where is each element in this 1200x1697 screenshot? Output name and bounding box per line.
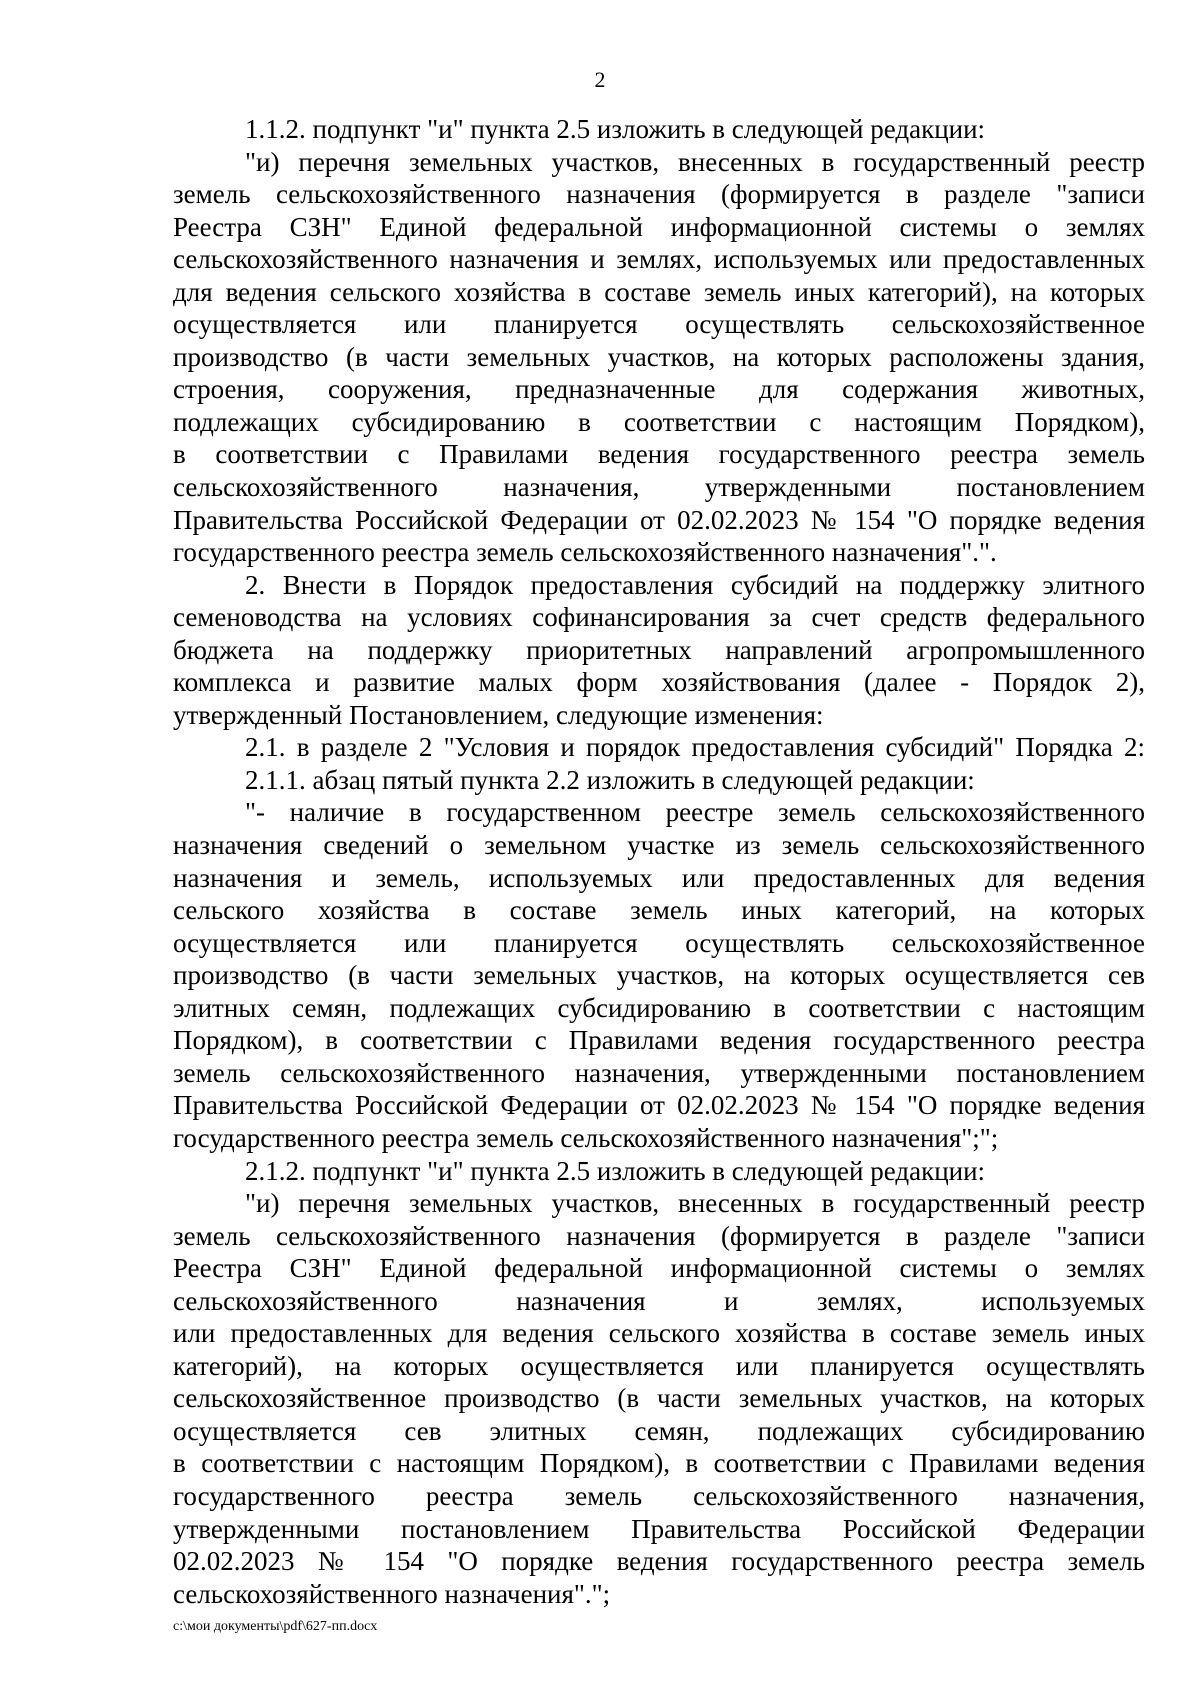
text-line: для ведения сельского хозяйства в составе земель иных категорий), на которых xyxy=(173,276,1145,307)
text-line: государственного реестра земель сельскохозяйственного назначения".". xyxy=(173,537,997,568)
text-line: 02.02.2023 № 154 "О порядке ведения государственного реестра земель xyxy=(173,1546,1145,1577)
text-line: 2.1. в разделе 2 "Условия и порядок предоставления субсидий" Порядка 2: xyxy=(245,732,1145,763)
text-line: назначения сведений о земельном участке из земель сельскохозяйственного xyxy=(173,830,1145,861)
text-line: комплекса и развитие малых форм хозяйствования (далее - Порядок 2), xyxy=(173,667,1145,698)
text-line: элитных семян, подлежащих субсидированию в соответствии с настоящим xyxy=(173,992,1145,1023)
text-line: осуществляется или планируется осуществлять сельскохозяйственное xyxy=(173,927,1145,958)
text-line: строения, сооружения, предназначенные для содержания животных, xyxy=(173,374,1145,405)
text-line: в соответствии с настоящим Порядком), в соответствии с Правилами ведения xyxy=(173,1448,1145,1479)
text-line: утвержденный Постановлением, следующие изменения: xyxy=(173,699,824,730)
text-line: 2.1.1. абзац пятый пункта 2.2 изложить в следующей редакции: xyxy=(245,764,975,795)
text-line: производство (в части земельных участков, на которых расположены здания, xyxy=(173,341,1145,372)
text-line: "и) перечня земельных участков, внесенных в государственный реестр xyxy=(245,146,1145,177)
text-line: осуществляется или планируется осуществлять сельскохозяйственное xyxy=(173,309,1145,340)
text-line: производство (в части земельных участков, на которых осуществляется сев xyxy=(173,960,1145,991)
text-line: Правительства Российской Федерации от 02.02.2023 № 154 "О порядке ведения xyxy=(173,504,1145,535)
text-line: утвержденными постановлением Правительства Российской Федерации xyxy=(173,1513,1145,1544)
text-line: Реестра СЗН" Единой федеральной информационной системы о землях xyxy=(173,211,1145,242)
text-line: сельскохозяйственного назначения и землях, используемых xyxy=(173,1285,1145,1316)
document-body xyxy=(173,113,1145,1610)
text-line: назначения и земель, используемых или предоставленных для ведения xyxy=(173,862,1145,893)
text-line: в соответствии с Правилами ведения государственного реестра земель xyxy=(173,439,1145,470)
text-line: 2.1.2. подпункт "и" пункта 2.5 изложить в следующей редакции: xyxy=(245,1155,986,1186)
text-line: сельского хозяйства в составе земель иных категорий, на которых xyxy=(173,895,1145,926)
text-line: семеноводства на условиях софинансирования за счет средств федерального xyxy=(173,602,1145,633)
text-line: сельскохозяйственного назначения, утвержденными постановлением xyxy=(173,472,1145,503)
text-line: Порядком), в соответствии с Правилами ведения государственного реестра xyxy=(173,1025,1145,1056)
text-line: Правительства Российской Федерации от 02.02.2023 № 154 "О порядке ведения xyxy=(173,1090,1145,1121)
text-line: земель сельскохозяйственного назначения (формируется в разделе "записи xyxy=(173,179,1145,210)
text-line: осуществляется сев элитных семян, подлежащих субсидированию xyxy=(173,1415,1145,1446)
page-number: 2 xyxy=(594,67,606,92)
text-line: сельскохозяйственное производство (в части земельных участков, на которых xyxy=(173,1383,1145,1414)
text-line: "и) перечня земельных участков, внесенных в государственный реестр xyxy=(245,1188,1145,1219)
text-line: сельскохозяйственного назначения и землях, используемых или предоставленных xyxy=(173,244,1145,275)
text-line: "- наличие в государственном реестре земель сельскохозяйственного xyxy=(245,797,1145,828)
text-line: земель сельскохозяйственного назначения (формируется в разделе "записи xyxy=(173,1220,1145,1251)
text-line: или предоставленных для ведения сельского хозяйства в составе земель иных xyxy=(173,1318,1145,1349)
text-line: государственного реестра земель сельскохозяйственного назначения, xyxy=(173,1480,1145,1511)
text-line: земель сельскохозяйственного назначения, утвержденными постановлением xyxy=(173,1057,1145,1088)
text-line: 2. Внести в Порядок предоставления субсидий на поддержку элитного xyxy=(245,569,1145,600)
text-line: бюджета на поддержку приоритетных направлений агропромышленного xyxy=(173,634,1145,665)
text-line: сельскохозяйственного назначения"."; xyxy=(173,1578,611,1609)
text-line: 1.1.2. подпункт "и" пункта 2.5 изложить в следующей редакции: xyxy=(245,114,986,144)
text-line: подлежащих субсидированию в соответствии с настоящим Порядком), xyxy=(173,406,1145,437)
text-line: государственного реестра земель сельскохозяйственного назначения";"; xyxy=(173,1122,999,1153)
text-line: категорий), на которых осуществляется или планируется осуществлять xyxy=(173,1350,1145,1381)
footer-file-path: c:\мои документы\pdf\627-пп.docx xyxy=(173,1619,378,1634)
text-line: Реестра СЗН" Единой федеральной информационной системы о землях xyxy=(173,1253,1145,1284)
